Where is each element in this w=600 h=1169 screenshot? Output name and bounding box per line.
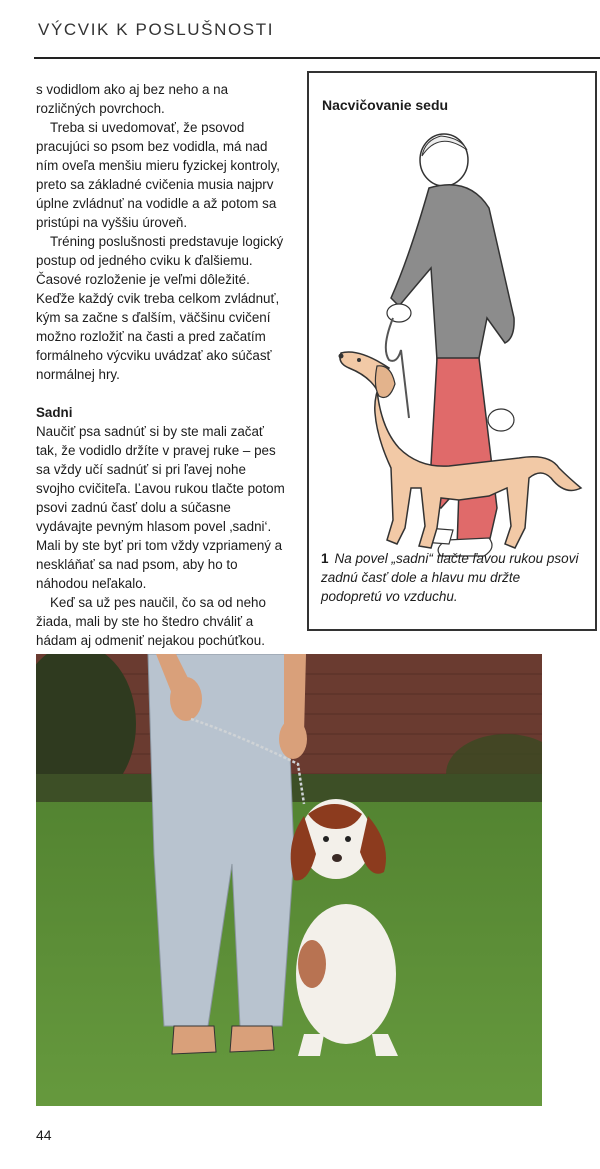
paragraph-4: Naučiť psa sadnúť si by ste mali začať tak, že vodidlo držíte v pravej ruke – pes sa vždy učí sadnúť si pri ľavej nohe svojho cvičiteľa. Ľavou rukou tlačte potom psovi zadnú časť dolu a súčasne vydávajte pevným hlasom povel ‚sadni‘. Mali by ste byť pri tom vždy vzpriamený a neskláňať sa nad psom, aby ho to náhodou neľakalo.	[36, 424, 285, 591]
body-text-column	[36, 80, 286, 650]
dog-training-photo	[36, 654, 542, 1106]
paragraph-3: Tréning poslušnosti predstavuje logický postup od jedného cviku k ďalšiemu. Časové rozloženie je veľmi dôležité. Keďže každý cvik treba celkom zvládnuť, kým sa začne s ďalším, väčšinu cvičení možno rozložiť na časti a pred začatím formálneho výcviku uvádzať ako súčasť normálnej hry.	[36, 234, 284, 382]
caption-text: Na povel „sadni“ tlačte ľavou rukou psovi zadnú časť dole a hlavu mu držte podopretú vo vzduchu.	[321, 551, 579, 604]
illustration-caption	[321, 549, 583, 606]
illustration-box	[307, 71, 597, 631]
header-rule	[34, 57, 600, 59]
paragraph-2: Treba si uvedomovať, že psovod pracujúci so psom bez vodidla, má nad ním oveľa menšiu mieru fyzickej kontroly, preto sa základné cvičenia musia najprv úplne zvládnuť na vodidle a až potom sa pristúpi na vyššiu úroveň.	[36, 120, 281, 230]
caption-number: 1	[321, 551, 329, 566]
box-title: Nacvičovanie sedu	[322, 97, 449, 113]
paragraph-5: Keď sa už pes naučil, čo sa od neho žiada, mali by ste ho štedro chváliť a hádam aj odmeniť nejakou pochúťkou.	[36, 595, 266, 648]
photo-image	[36, 654, 542, 1106]
paragraph-1: s vodidlom ako aj bez neho a na rozličných povrchoch.	[36, 82, 229, 116]
subheading-sadni: Sadni	[36, 405, 73, 420]
page-number: 44	[36, 1127, 52, 1143]
sit-training-illustration	[329, 128, 589, 578]
page-header: VÝCVIK K POSLUŠNOSTI	[38, 20, 275, 39]
